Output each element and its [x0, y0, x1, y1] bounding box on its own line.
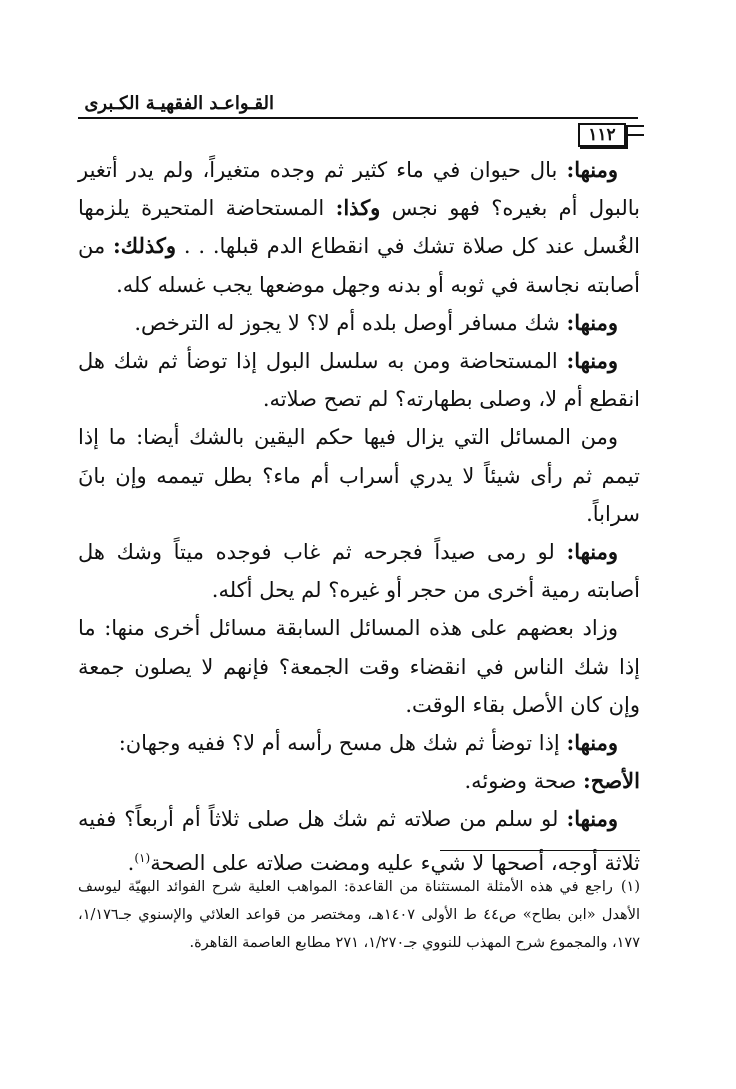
- keyword: وكذلك:: [113, 233, 177, 259]
- paragraph-4: [78, 418, 640, 533]
- text: لو سلم من صلاته ثم شك هل صلى ثلاثاً أم أربعاً؟ ففيه ثلاثة أوجه، أصحها لا شيء عليه ومضت صلاته على الصحة: [78, 807, 640, 875]
- header-rule: [78, 117, 638, 119]
- footnote-reference: (١): [134, 850, 151, 865]
- keyword: ومنها:: [566, 157, 618, 182]
- keyword: الأصح:: [583, 768, 640, 794]
- paragraph-6: [78, 609, 640, 724]
- text: إذا توضأ ثم شك هل مسح رأسه أم لا؟ ففيه وجهان:: [118, 731, 567, 756]
- paragraph-8: [78, 762, 640, 800]
- text: من أصابته نجاسة في ثوبه أو بدنه وجهل موضعها يجب غسله كله.: [78, 234, 640, 297]
- text: .: [127, 850, 135, 875]
- paragraph-3: [78, 342, 640, 418]
- running-title: القـواعـد الفقهيـة الكـبرى: [84, 93, 274, 114]
- keyword: ومنها:: [566, 806, 618, 832]
- paragraph-5: [78, 533, 640, 609]
- keyword: وكذا:: [335, 195, 381, 221]
- text: صحة وضوئه.: [464, 769, 584, 794]
- footnote-number: (١): [620, 879, 640, 895]
- body-text: [78, 151, 640, 882]
- text: شك مسافر أوصل بلده أم لا؟ لا يجوز له الترخص.: [134, 310, 567, 335]
- paragraph-9: [78, 800, 640, 881]
- paragraph-2: [78, 304, 640, 342]
- text: بال حيوان في ماء كثير ثم وجده متغيراً، ولم يدر أتغير بالبول أم بغيره؟ فهو نجس: [78, 158, 640, 221]
- text: ومن المسائل التي يزال فيها حكم اليقين بالشك أيضا: ما إذا تيمم ثم رأى شيئاً لا يدري أسراب أم ماء؟ بطل تيممه وإن بانَ سراباً.: [78, 425, 640, 526]
- header-ornament-lines: [626, 125, 644, 136]
- footnote-separator: [440, 850, 640, 851]
- text: المستحاضة ومن به سلسل البول إذا توضأ ثم شك هل انقطع أم لا، وصلى بطهارته؟ لم تصح صلاته.: [78, 349, 640, 412]
- paragraph-7: [78, 724, 640, 762]
- text: وزاد بعضهم على هذه المسائل السابقة مسائل أخرى منها: ما إذا شك الناس في انقضاء وقت الجمعة؟ فإنهم لا يصلون جمعة وإن كان الأصل بقاء الوقت.: [78, 616, 640, 717]
- keyword: ومنها:: [566, 730, 618, 756]
- keyword: ومنها:: [566, 309, 618, 335]
- footnote: [78, 873, 640, 957]
- footnote-text: راجع في هذه الأمثلة المستثناة من القاعدة: المواهب العلية شرح الفوائد البهيّة ليوسف الأهدل «ابن بطاح» ص٤٤ ط الأولى ١٤٠٧هـ، ومختصر من قواعد العلائي والإسنوي جـ١/١٧٦، ١٧٧، والمجموع شرح المهذب للنووي جـ١/٢٧٠، ٢٧١ مطابع العاصمة القاهرة.: [78, 879, 640, 951]
- keyword: ومنها:: [566, 539, 618, 565]
- text: لو رمى صيداً فجرحه ثم غاب فوجده ميتاً وشك هل أصابته رمية أخرى من حجر أو غيره؟ لم يحل أكله.: [78, 540, 640, 603]
- text: المستحاضة المتحيرة يلزمها الغُسل عند كل صلاة تشك في انقطاع الدم قبلها. . .: [78, 196, 640, 259]
- paragraph-1: [78, 151, 640, 304]
- page-number: ١١٢: [578, 123, 626, 147]
- keyword: ومنها:: [566, 348, 618, 374]
